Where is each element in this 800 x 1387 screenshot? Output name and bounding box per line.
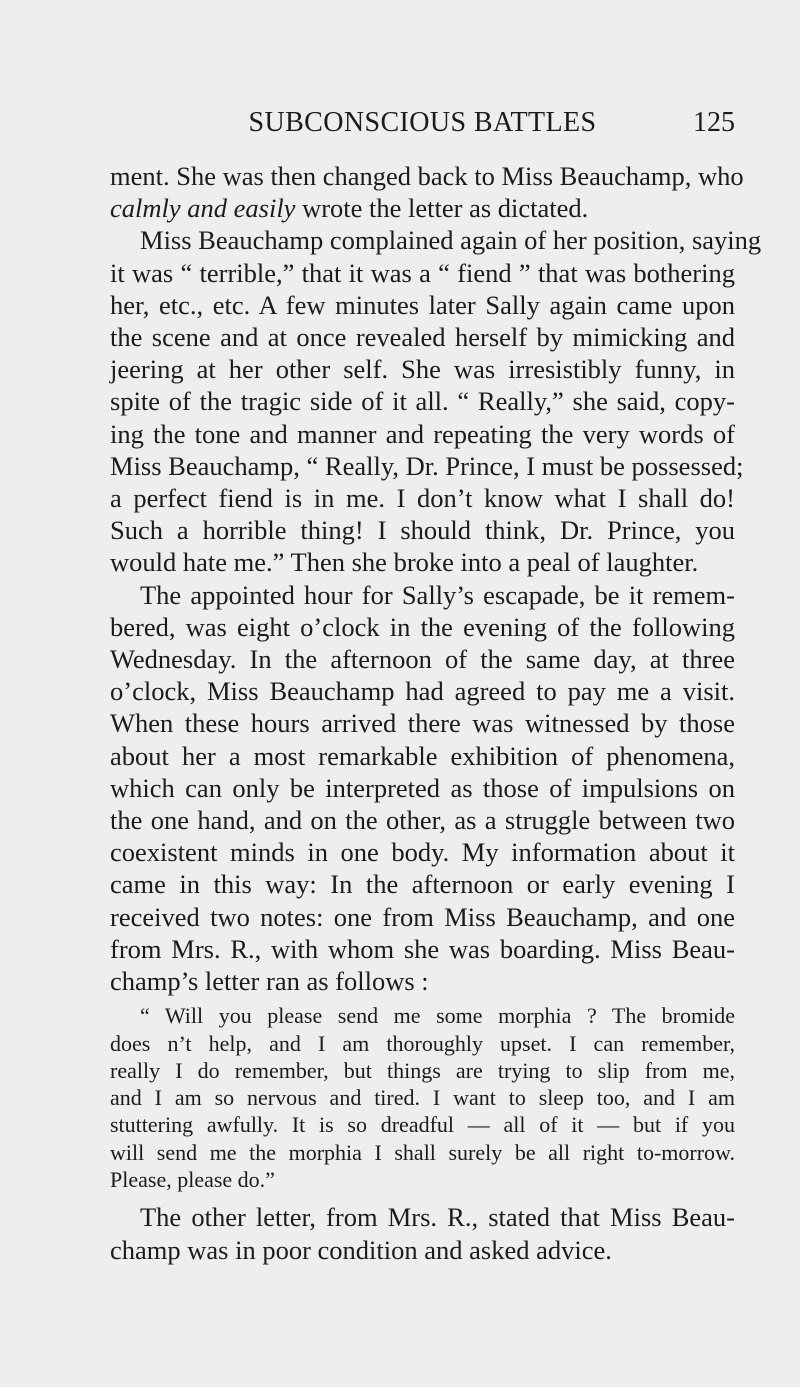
paragraph-line: champ’s letter ran as follows : [110,966,429,997]
quote-line: stuttering awfully. It is so dreadful — all of it — but if you [110,1112,735,1138]
paragraph-1 [110,160,744,224]
paragraph-line: her, etc., etc. A few minutes later Sally again came upon [110,289,735,320]
paragraph-line: The appointed hour for Sally’s escapade, be it remem- [140,579,735,610]
paragraph-3 [110,579,735,998]
running-title: SUBCONSCIOUS BATTLES [248,107,597,138]
running-head [110,107,735,141]
quote-line: really I do remember, but things are trying to slip from me, [110,1057,735,1083]
quote-line: and I am so nervous and tired. I want to sleep too, and I am [110,1085,735,1111]
paragraph-line: Miss Beauchamp complained again of her position, saying [140,225,762,256]
paragraph-line: bered, was eight o’clock in the evening of the following [110,611,735,642]
italic-phrase: calmly and easily [110,193,296,224]
quoted-letter [110,1002,735,1193]
paragraph-line: champ was in poor condition and asked advice. [110,1234,612,1265]
paragraph-line: Miss Beauchamp, “ Really, Dr. Prince, I must be possessed; [110,450,744,481]
paragraph-2 [110,224,762,578]
paragraph-line: ing the tone and manner and repeating the very words of [110,418,735,449]
paragraph-line: it was “ terrible,” that it was a “ fiend ” that was bothering [110,257,735,288]
paragraph-4 [110,1201,735,1265]
quote-line: Please, please do.” [110,1167,275,1193]
paragraph-line: ment. She was then changed back to Miss Beauchamp, who [110,161,744,191]
paragraph-line: jeering at her other self. She was irresistibly funny, in [110,354,735,385]
page-number: 125 [693,107,735,138]
paragraph-line: the scene and at once revealed herself by mimicking and [110,322,735,353]
paragraph-line: Such a horrible thing! I should think, Dr. Prince, you [110,515,735,546]
body-text [110,160,762,1266]
paragraph-line: spite of the tragic side of it all. “ Really,” she said, copy- [110,386,735,417]
paragraph-line: a perfect fiend is in me. I don’t know what I shall do! [110,483,735,514]
paragraph-line: about her a most remarkable exhibition of phenomena, [110,740,735,771]
paragraph-line: The other letter, from Mrs. R., stated that Miss Beau- [140,1202,735,1233]
paragraph-line: came in this way: In the afternoon or early evening I [110,869,735,900]
quote-line: “ Will you please send me some morphia ? The bromide [140,1003,735,1029]
paragraph-line: which can only be interpreted as those of impulsions on [110,772,735,803]
quote-line: will send me the morphia I shall surely be all right to-morrow. [110,1139,735,1165]
paragraph-line [110,192,735,224]
paragraph-line: received two notes: one from Miss Beauchamp, and one [110,901,735,932]
paragraph-line: When these hours arrived there was witnessed by those [110,708,735,739]
paragraph-line: o’clock, Miss Beauchamp had agreed to pay me a visit. [110,676,735,707]
paragraph-line: the one hand, and on the other, as a struggle between two [110,805,735,836]
paragraph-line: Wednesday. In the afternoon of the same day, at three [110,644,735,675]
paragraph-line: coexistent minds in one body. My information about it [110,837,735,868]
paragraph-line: from Mrs. R., with whom she was boarding. Miss Beau- [110,933,735,964]
paragraph-line-suffix: wrote the letter as dictated. [295,193,589,224]
quote-line: does n’t help, and I am thoroughly upset. I can remember, [110,1030,735,1056]
paragraph-line: would hate me.” Then she broke into a peal of laughter. [110,547,699,578]
